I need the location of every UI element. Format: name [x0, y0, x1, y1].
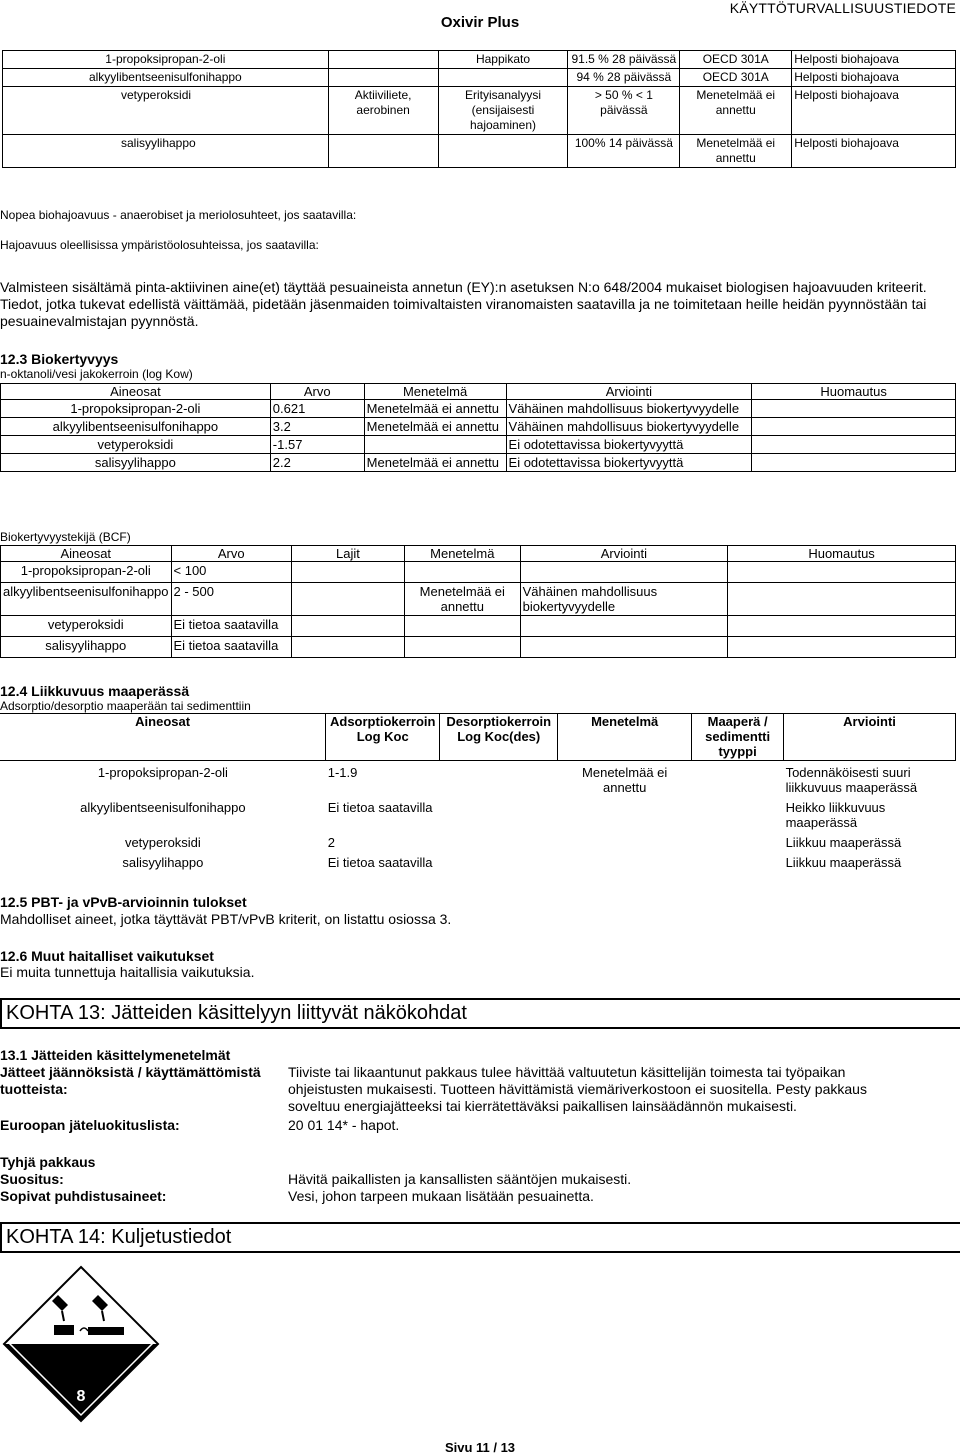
table-cell	[440, 796, 558, 831]
section-12-6-text: Ei muita tunnettuja haitallisia vaikutuksia.	[0, 964, 255, 980]
table-row	[0, 851, 956, 871]
table-row	[3, 135, 956, 168]
table-cell: Liikkuu maaperässä	[785, 855, 902, 870]
table-row	[1, 454, 956, 472]
table-cell	[328, 135, 438, 168]
cleaning-agents-label: Sopivat puhdistusaineet:	[0, 1188, 167, 1204]
table-cell: salisyylihappo	[3, 135, 329, 168]
page-number: Sivu 11 / 13	[444, 1440, 516, 1455]
column-header: Arviointi	[784, 714, 956, 761]
table-cell	[438, 69, 568, 87]
table-cell: alkyylibentseenisulfonihappo	[1, 583, 172, 616]
table-cell: alkyylibentseenisulfonihappo	[3, 69, 329, 87]
column-header: Arviointi	[506, 384, 752, 400]
table-row	[1, 400, 956, 418]
bcf-subtitle: Biokertyvyystekijä (BCF)	[0, 530, 131, 544]
table-cell: 0.621	[270, 400, 364, 418]
bcf-table	[0, 545, 956, 658]
table-cell: Menetelmää ei annettu	[364, 418, 506, 436]
table-cell	[291, 562, 404, 583]
table-cell	[328, 69, 438, 87]
corrosive-diamond-icon	[2, 1265, 160, 1423]
table-cell: Menetelmää ei annettu	[680, 135, 792, 168]
column-header: Adsorptiokerroin Log Koc	[326, 714, 440, 761]
recommendation-label: Suositus:	[0, 1171, 64, 1187]
table-cell	[440, 851, 558, 871]
section-12-5-text: Mahdolliset aineet, jotka täyttävät PBT/vPvB kriterit, on listattu osiossa 3.	[0, 911, 452, 927]
section-12-3-title: 12.3 Biokertyvyys	[0, 351, 119, 367]
column-header: Maaperä / sedimentti tyyppi	[692, 714, 784, 761]
table-cell: Helposti biohajoava	[792, 69, 956, 87]
surfactant-paragraph: Valmisteen sisältämä pinta-aktiivinen aine(et) täyttää pesuaineista annetun (EY):n asetuksen N:o 648/2004 mukaiset biologisen hajoavuuden kriteerit. Tiedot, jotka tukevat edellistä väittämää, pidetään jäsenmaiden toimivaltaisten viranomaisten saatavilla ja ne toimitetaan heille heidän pyynnöstään tai pesuainevalmistajan pyynnöstä.	[0, 279, 927, 329]
table-row	[1, 562, 956, 583]
column-header: Arviointi	[520, 546, 728, 562]
table-cell	[728, 616, 956, 637]
table-cell	[520, 616, 728, 637]
biodegradation-table	[2, 50, 956, 168]
section-13-heading: KOHTA 13: Jätteiden käsittelyyn liittyvät näkökohdat	[0, 998, 960, 1029]
section-12-5-title: 12.5 PBT- ja vPvB-arvioinnin tulokset	[0, 894, 247, 910]
adsorption-subtitle: Adsorptio/desorptio maaperään tai sedimenttiin	[0, 699, 251, 713]
log-kow-table	[0, 383, 956, 472]
table-row	[1, 637, 956, 658]
corrosive-hazard-label	[2, 1265, 160, 1423]
section-12-4-title: 12.4 Liikkuvuus maaperässä	[0, 683, 190, 699]
table-cell: Ei tietoa saatavilla	[171, 637, 291, 658]
column-header: Arvo	[171, 546, 291, 562]
table-row	[3, 69, 956, 87]
table-cell: alkyylibentseenisulfonihappo	[1, 418, 271, 436]
empty-package-label: Tyhjä pakkaus	[0, 1154, 96, 1170]
table-cell: Ei tietoa saatavilla	[327, 800, 433, 815]
table-cell	[692, 831, 784, 851]
table-cell: salisyylihappo	[122, 855, 204, 870]
table-cell	[752, 400, 956, 418]
mobility-table	[0, 713, 956, 871]
section-13-1-title: 13.1 Jätteiden käsittelymenetelmät	[0, 1047, 231, 1063]
table-cell	[752, 454, 956, 472]
table-cell: Erityisanalyysi (ensijaisesti hajoaminen)	[438, 87, 568, 135]
table-cell: -1.57	[270, 436, 364, 454]
table-cell: vetyperoksidi	[1, 616, 172, 637]
table-cell: 91.5 % 28 päivässä	[568, 51, 680, 69]
table-cell	[440, 761, 558, 797]
table-cell	[404, 562, 520, 583]
table-cell	[404, 637, 520, 658]
table-cell: 3.2	[270, 418, 364, 436]
table-cell	[728, 583, 956, 616]
table-row	[3, 87, 956, 135]
table-cell: 94 % 28 päivässä	[568, 69, 680, 87]
table-cell	[558, 796, 692, 831]
table-cell: Menetelmää ei annettu	[680, 87, 792, 135]
table-row	[1, 616, 956, 637]
table-row	[0, 796, 956, 831]
table-row	[0, 831, 956, 851]
column-header: Aineosat	[1, 546, 172, 562]
table-row	[1, 436, 956, 454]
table-cell: Vähäinen mahdollisuus biokertyvyydelle	[506, 418, 752, 436]
log-kow-subtitle: n-oktanoli/vesi jakokerroin (log Kow)	[0, 367, 193, 381]
column-header: Lajit	[291, 546, 404, 562]
table-row	[0, 761, 956, 797]
column-header: Arvo	[270, 384, 364, 400]
recommendation-value: Hävitä paikallisten ja kansallisten sääntöjen mukaisesti.	[288, 1171, 632, 1187]
table-cell	[558, 831, 692, 851]
table-cell: > 50 % < 1 päivässä	[568, 87, 680, 135]
table-cell: Ei tietoa saatavilla	[327, 855, 433, 870]
table-cell: Helposti biohajoava	[792, 51, 956, 69]
table-cell: Menetelmää ei annettu	[582, 765, 668, 795]
table-cell: 2 - 500	[171, 583, 291, 616]
table-cell	[291, 583, 404, 616]
table-cell: Aktiiviliete, aerobinen	[328, 87, 438, 135]
table-cell: Ei odotettavissa biokertyvyyttä	[506, 454, 752, 472]
table-cell	[728, 562, 956, 583]
table-cell: Menetelmää ei annettu	[364, 400, 506, 418]
table-cell: Menetelmää ei annettu	[404, 583, 520, 616]
anaerobic-text: Nopea biohajoavuus - anaerobiset ja meriolosuhteet, jos saatavilla:	[0, 208, 357, 222]
table-cell: Todennäköisesti suuri liikkuvuus maaperässä	[785, 765, 918, 795]
table-cell: OECD 301A	[680, 51, 792, 69]
table-cell: vetyperoksidi	[3, 87, 329, 135]
table-cell	[752, 436, 956, 454]
table-cell: 1-propoksipropan-2-oli	[97, 765, 228, 780]
ewc-value: 20 01 14* - hapot.	[288, 1117, 400, 1133]
table-cell	[438, 135, 568, 168]
table-cell	[520, 562, 728, 583]
table-cell	[328, 51, 438, 69]
table-cell: 1-propoksipropan-2-oli	[3, 51, 329, 69]
column-header: Aineosat	[0, 714, 326, 761]
table-cell	[692, 851, 784, 871]
table-cell	[291, 637, 404, 658]
table-cell: vetyperoksidi	[124, 835, 201, 850]
column-header: Menetelmä	[404, 546, 520, 562]
column-header: Huomautus	[752, 384, 956, 400]
table-cell: Liikkuu maaperässä	[785, 835, 902, 850]
table-cell	[728, 637, 956, 658]
table-cell: 2	[327, 835, 335, 850]
table-cell	[520, 637, 728, 658]
environment-text: Hajoavuus oleellisissa ympäristöolosuhteissa, jos saatavilla:	[0, 238, 319, 252]
ewc-label: Euroopan jäteluokituslista:	[0, 1117, 180, 1133]
table-cell: OECD 301A	[680, 69, 792, 87]
table-cell	[752, 418, 956, 436]
table-cell: Helposti biohajoava	[792, 87, 956, 135]
table-cell: Heikko liikkuvuus maaperässä	[785, 800, 886, 830]
column-header: Menetelmä	[558, 714, 692, 761]
table-cell: alkyylibentseenisulfonihappo	[80, 800, 246, 815]
table-cell	[440, 831, 558, 851]
table-cell: 1-propoksipropan-2-oli	[1, 562, 172, 583]
table-cell: Ei tietoa saatavilla	[171, 616, 291, 637]
table-cell	[692, 796, 784, 831]
table-cell: 1-1.9	[327, 765, 358, 780]
table-row	[1, 583, 956, 616]
table-cell: < 100	[171, 562, 291, 583]
column-header: Huomautus	[728, 546, 956, 562]
table-cell: Vähäinen mahdollisuus biokertyvyydelle	[520, 583, 728, 616]
table-cell: salisyylihappo	[1, 454, 271, 472]
table-row	[1, 418, 956, 436]
table-cell: 1-propoksipropan-2-oli	[1, 400, 271, 418]
document-type: KÄYTTÖTURVALLISUUSTIEDOTE	[729, 0, 956, 16]
column-header: Desorptiokerroin Log Koc(des)	[440, 714, 558, 761]
table-row	[3, 51, 956, 69]
table-cell: Vähäinen mahdollisuus biokertyvyydelle	[506, 400, 752, 418]
table-cell: Helposti biohajoava	[792, 135, 956, 168]
table-cell	[558, 851, 692, 871]
table-cell	[291, 616, 404, 637]
column-header: Menetelmä	[364, 384, 506, 400]
table-cell: vetyperoksidi	[1, 436, 271, 454]
table-cell: Happikato	[438, 51, 568, 69]
column-header: Aineosat	[1, 384, 271, 400]
hazard-class-number: 8	[76, 1388, 86, 1405]
waste-value: Tiiviste tai likaantunut pakkaus tulee hävittää valtuutetun käsittelijän toimesta tai työpaikan ohjeistusten mukaisesti. Tuotteen hävittämistä viemäriverkostoon ei suositella. Pesty pakkaus soveltuu energiajätteeksi tai kierrätettäväksi paikallisen lainsäädännön mukaisesti.	[288, 1064, 867, 1114]
table-cell	[364, 436, 506, 454]
section-14-heading: KOHTA 14: Kuljetustiedot	[0, 1222, 960, 1253]
table-cell: 100% 14 päivässä	[568, 135, 680, 168]
table-cell	[404, 616, 520, 637]
waste-label: Jätteet jäännöksistä / käyttämättömistä tuotteista:	[0, 1064, 261, 1097]
table-cell: 2.2	[270, 454, 364, 472]
cleaning-agents-value: Vesi, johon tarpeen mukaan lisätään pesuainetta.	[288, 1188, 594, 1204]
table-cell: Menetelmää ei annettu	[364, 454, 506, 472]
table-cell: Ei odotettavissa biokertyvyyttä	[506, 436, 752, 454]
table-cell: salisyylihappo	[1, 637, 172, 658]
table-cell	[692, 761, 784, 797]
section-12-6-title: 12.6 Muut haitalliset vaikutukset	[0, 948, 214, 964]
product-name: Oxivir Plus	[440, 14, 520, 31]
